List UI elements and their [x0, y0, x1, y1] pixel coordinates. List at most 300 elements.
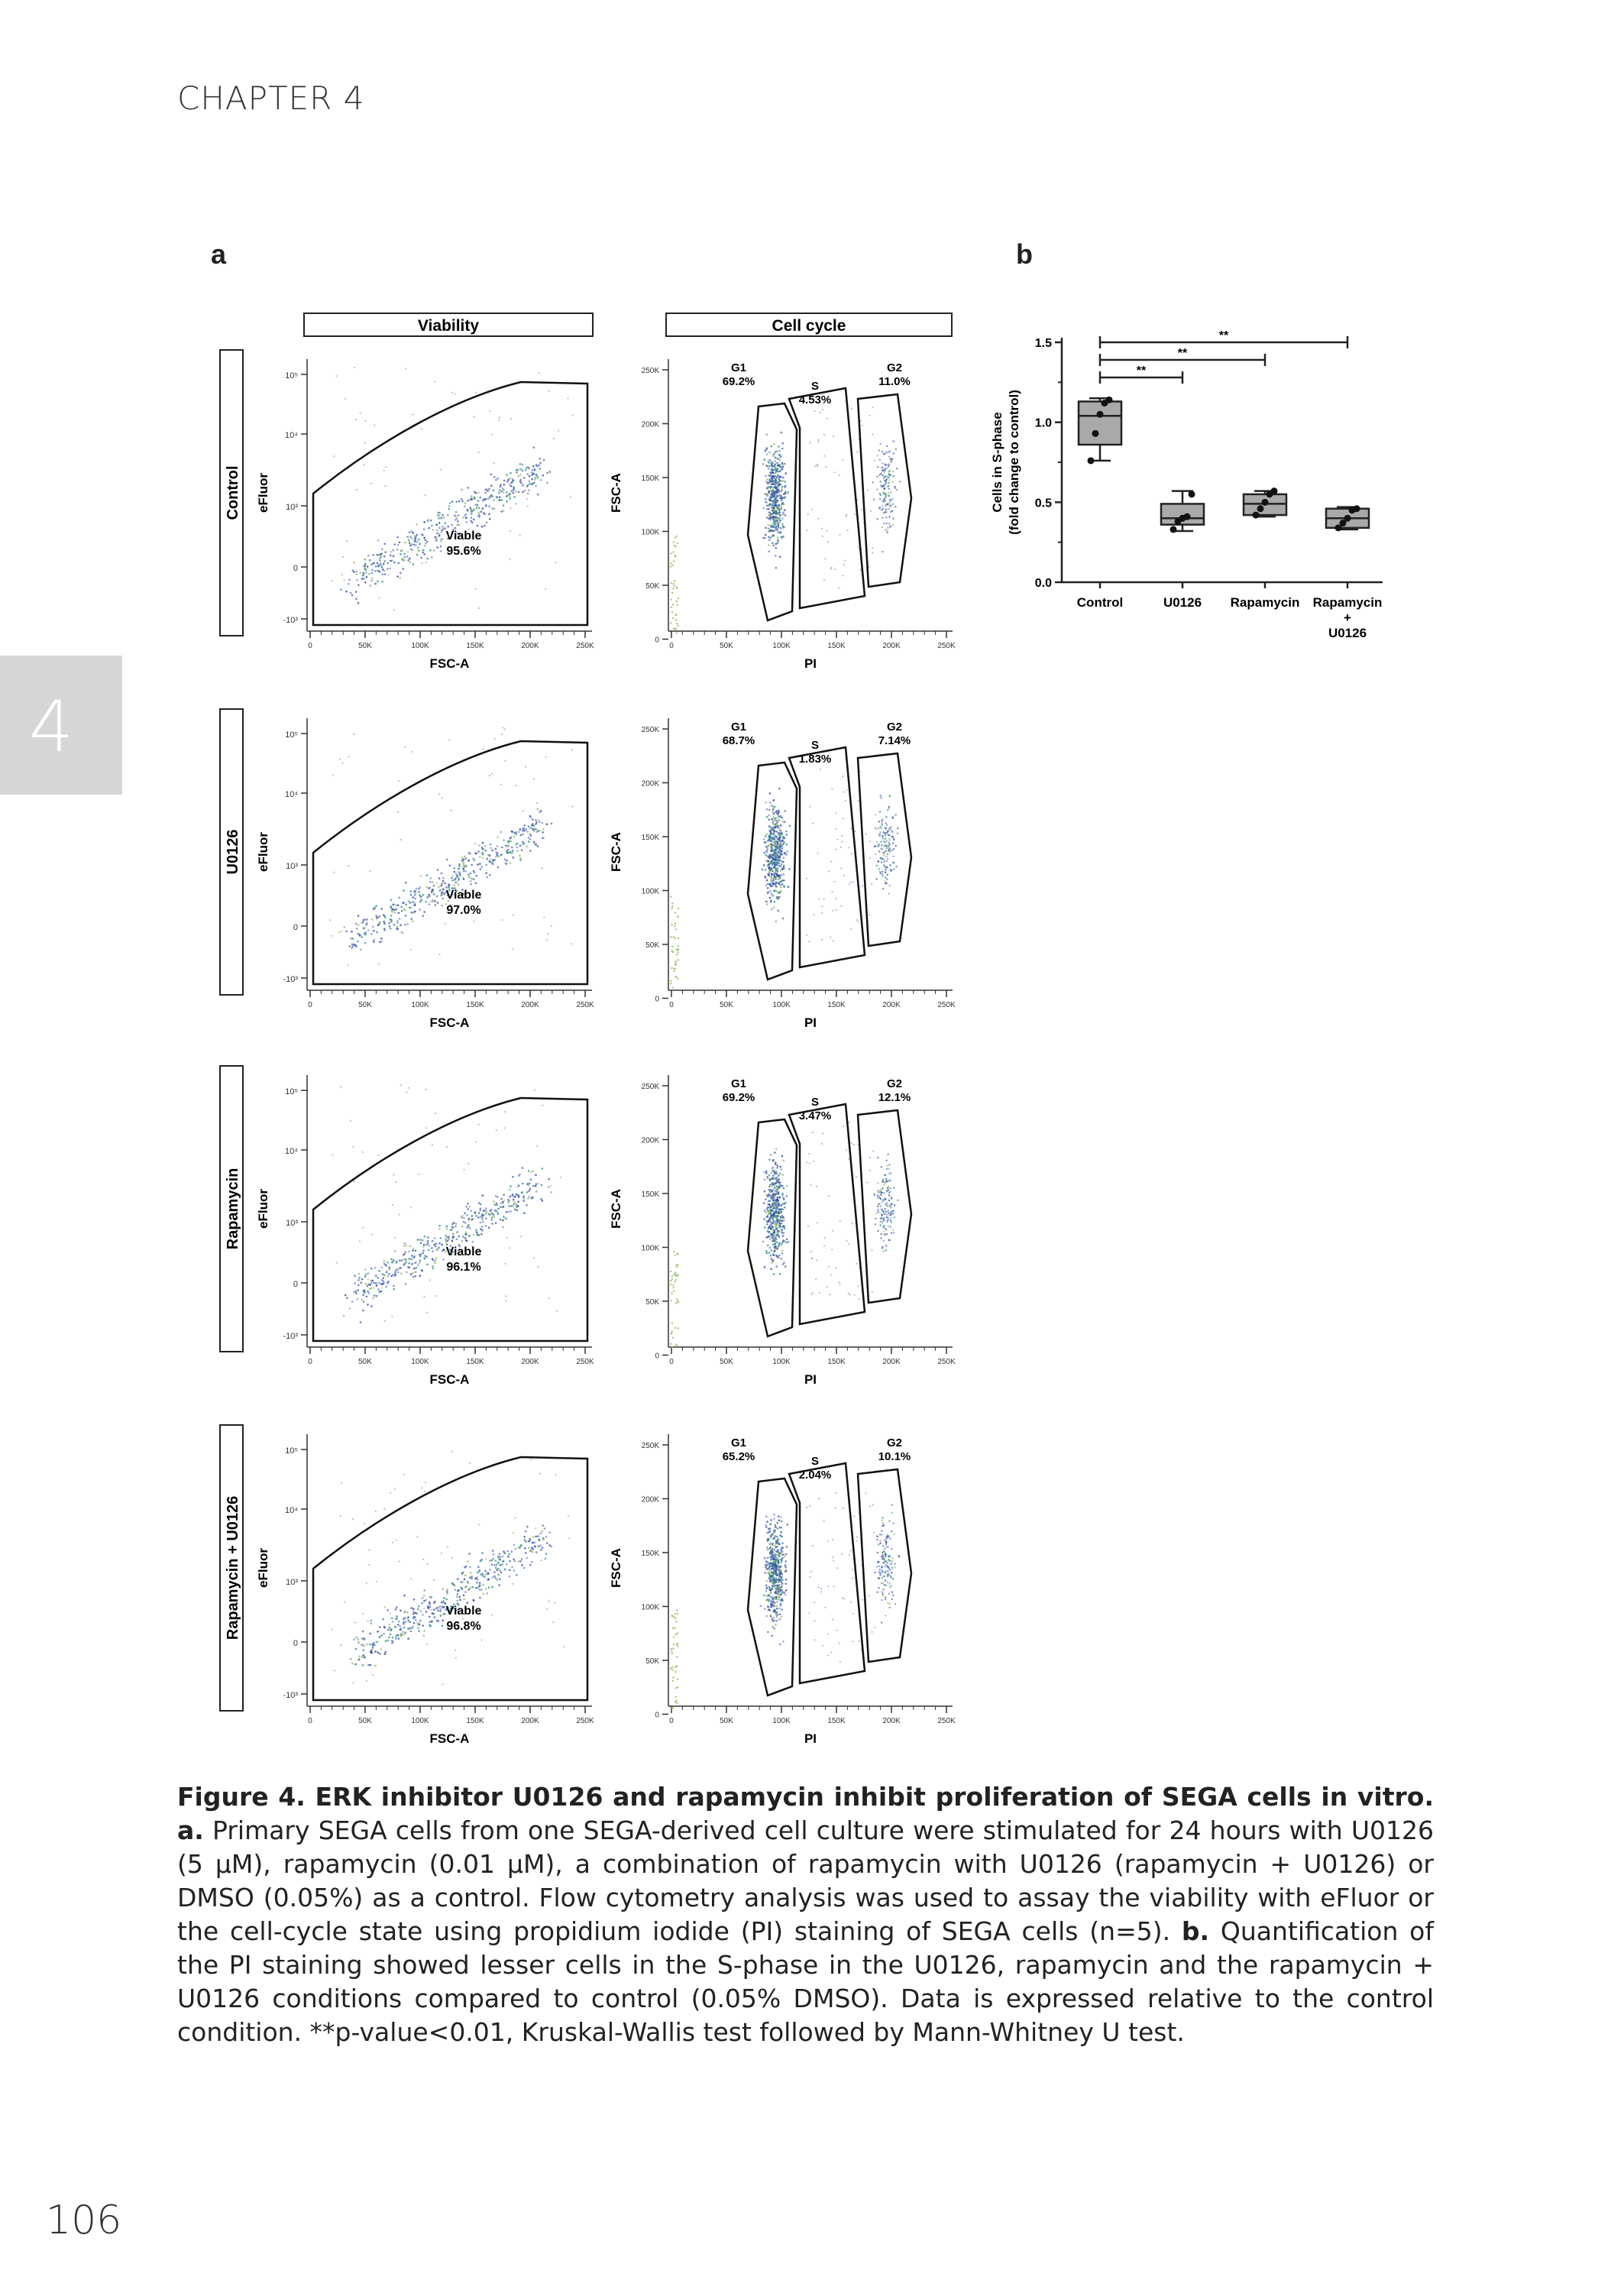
- viability-dot: [403, 1621, 405, 1624]
- viability-dot: [489, 1569, 491, 1571]
- cycle-dot-debris: [670, 599, 671, 601]
- cycle-dot-g2: [888, 1164, 890, 1165]
- viability-sparse-dot: [556, 1310, 558, 1312]
- cycle-dot-g1: [768, 551, 771, 553]
- cycle-x-tick-label: 200K: [882, 1717, 901, 1725]
- viability-sparse-dot: [435, 1295, 436, 1297]
- viability-dot: [529, 1179, 532, 1181]
- cycle-dot-g1: [788, 868, 791, 870]
- cycle-dot-g1: [777, 458, 779, 460]
- viability-dot: [379, 1636, 381, 1638]
- viability-dot: [350, 592, 352, 594]
- cycle-dot-g1: [781, 883, 784, 886]
- viability-dot: [523, 477, 526, 479]
- cycle-dot-g2: [884, 475, 885, 477]
- cycle-dot-debris: [673, 1251, 675, 1252]
- viability-sparse-dot: [407, 551, 409, 552]
- viability-dot: [358, 1273, 361, 1275]
- viability-dot: [415, 1261, 417, 1264]
- viability-dot: [351, 938, 354, 940]
- viability-dot: [364, 1268, 367, 1271]
- viability-dot: [432, 889, 434, 891]
- viability-dot: [492, 860, 494, 863]
- viability-dot: [412, 920, 414, 922]
- cycle-dot-g1: [771, 1172, 773, 1174]
- viability-x-tick-label: 50K: [358, 642, 372, 650]
- viability-dot: [366, 918, 368, 921]
- cycle-dot-g1: [779, 1181, 781, 1184]
- cycle-dot-g1: [765, 481, 768, 483]
- viability-dot: [502, 1556, 504, 1558]
- viability-dot: [484, 1210, 487, 1212]
- cycle-dot-g2: [891, 1203, 892, 1205]
- viability-dot: [461, 1572, 464, 1575]
- cycle-dot-g2: [883, 484, 885, 486]
- cycle-dot-g1: [775, 1226, 777, 1228]
- cycle-dot-g1: [775, 878, 777, 880]
- viability-dot: [348, 945, 351, 947]
- viability-dot: [435, 523, 438, 526]
- viability-dot: [362, 1310, 364, 1312]
- viability-dot: [378, 922, 380, 925]
- cycle-dot-g1: [775, 499, 778, 501]
- viability-dot: [529, 1564, 532, 1566]
- viability-dot: [493, 490, 495, 492]
- viability-dot: [419, 549, 421, 552]
- viability-sparse-dot: [356, 489, 357, 491]
- viability-dot: [535, 824, 537, 826]
- viability-sparse-dot: [548, 1600, 549, 1602]
- cycle-dot-g2: [882, 505, 883, 507]
- viability-dot: [388, 1637, 390, 1639]
- viability-dot: [506, 500, 508, 503]
- viability-dot: [438, 527, 441, 530]
- cycle-dot-g1: [769, 1224, 772, 1226]
- cycle-dot-s: [834, 471, 836, 473]
- viability-sparse-dot: [362, 1226, 364, 1228]
- viability-sparse-dot: [430, 1609, 432, 1611]
- viability-sparse-dot: [425, 1127, 427, 1129]
- viability-dot: [529, 1538, 532, 1540]
- viability-dot: [423, 1600, 425, 1602]
- viability-dot: [485, 1588, 487, 1590]
- cycle-dot-g1: [772, 1159, 775, 1161]
- viability-dot: [406, 1271, 408, 1274]
- viability-dot: [419, 543, 421, 546]
- viability-dot: [384, 573, 387, 575]
- viability-x-label: FSC-A: [429, 1731, 470, 1746]
- viability-dot: [400, 1629, 402, 1631]
- flow-row-1: [220, 709, 956, 1030]
- cycle-dot-g1: [781, 486, 784, 488]
- cycle-dot-g1: [788, 1241, 790, 1243]
- viability-dot: [372, 925, 374, 928]
- cycle-dot-g2: [878, 1191, 879, 1193]
- cycle-dot-g1: [776, 882, 778, 884]
- cycle-dot-s: [872, 434, 873, 436]
- cycle-dot-g1: [777, 536, 779, 539]
- cycle-dot-g1: [781, 1155, 784, 1158]
- cycle-dot-debris: [675, 912, 676, 914]
- viability-dot: [440, 517, 442, 520]
- viability-dot: [470, 520, 472, 523]
- cycle-dot-g1: [776, 821, 778, 824]
- cycle-dot-g1: [775, 1228, 778, 1230]
- viability-dot: [375, 915, 377, 917]
- cycle-dot-g1: [766, 848, 768, 850]
- cycle-dot-g1: [781, 1194, 784, 1197]
- viability-dot: [376, 1295, 378, 1297]
- viability-sparse-dot: [534, 1089, 535, 1090]
- cycle-dot-g1: [770, 850, 772, 853]
- cycle-dot-s: [806, 878, 807, 879]
- viability-sparse-dot: [506, 1237, 508, 1239]
- viability-sparse-dot: [425, 562, 427, 563]
- cycle-dot-g1: [765, 1198, 767, 1200]
- cycle-dot-g1: [777, 898, 779, 900]
- viability-sparse-dot: [364, 1523, 365, 1524]
- cycle-dot-g2: [893, 1187, 894, 1189]
- viability-sparse-dot: [402, 932, 403, 934]
- cycle-dot-s: [832, 1230, 833, 1232]
- cycle-dot-g1: [780, 1561, 782, 1563]
- cycle-dot-g1: [767, 1540, 769, 1542]
- viability-dot: [416, 541, 419, 543]
- cycle-dot-g1: [770, 525, 772, 527]
- viability-dot: [499, 1553, 501, 1556]
- viability-dot: [374, 1651, 377, 1653]
- cycle-dot-g1: [773, 1517, 775, 1520]
- cycle-dot-g1: [774, 503, 776, 505]
- viability-sparse-dot: [340, 1515, 341, 1517]
- cycle-dot-s: [851, 853, 852, 854]
- viability-sparse-dot: [353, 1682, 354, 1683]
- viability-dot: [441, 1602, 443, 1604]
- cycle-dot-debris: [673, 1291, 675, 1292]
- viability-dot: [447, 1240, 449, 1242]
- cycle-dot-g1: [768, 1569, 771, 1572]
- viability-dot: [387, 1609, 390, 1611]
- viability-dot: [366, 576, 368, 578]
- cycle-dot-g1: [772, 510, 774, 512]
- viability-dot: [400, 1272, 403, 1274]
- viability-dot: [510, 497, 512, 500]
- cycle-dot-g1: [768, 1598, 771, 1601]
- cycle-dot-g1: [779, 1166, 781, 1168]
- viability-dot: [402, 902, 404, 904]
- viability-dot: [413, 1622, 416, 1624]
- viability-dot: [390, 906, 392, 908]
- cycle-dot-g1: [775, 1255, 778, 1257]
- cycle-dot-g1: [768, 517, 771, 519]
- viability-sparse-dot: [334, 1670, 335, 1671]
- viability-sparse-dot: [434, 381, 435, 383]
- cycle-dot-g2: [889, 1205, 891, 1206]
- cycle-dot-g1: [772, 526, 775, 528]
- viability-y-tick-label: 10³: [286, 1578, 298, 1587]
- cycle-dot-g2: [885, 481, 886, 483]
- cycle-dot-s: [850, 928, 852, 930]
- viability-dot: [356, 571, 358, 573]
- viability-dot: [396, 1606, 398, 1608]
- viability-dot: [420, 1610, 422, 1612]
- viability-x-tick-label: 150K: [466, 1358, 484, 1366]
- viability-dot: [541, 1168, 543, 1170]
- viability-dot: [471, 495, 473, 497]
- viability-dot: [363, 919, 365, 921]
- viability-dot: [396, 575, 399, 578]
- cycle-dot-g1: [766, 493, 768, 495]
- cycle-dot-g2: [894, 1216, 895, 1218]
- viability-dot: [373, 939, 375, 941]
- viability-dot: [352, 569, 354, 572]
- cycle-dot-g1: [767, 1236, 769, 1238]
- cycle-dot-debris: [675, 928, 677, 930]
- cycle-dot-g1: [774, 1195, 776, 1197]
- viability-dot: [542, 1546, 544, 1549]
- cycle-dot-g2: [879, 826, 881, 827]
- g2-gate-pct: 12.1%: [878, 1091, 911, 1104]
- viability-dot: [459, 1599, 461, 1602]
- cycle-y-tick-label: 0: [655, 636, 659, 645]
- viability-sparse-dot: [504, 1127, 506, 1129]
- viability-dot: [354, 1274, 356, 1277]
- viability-dot: [498, 1584, 500, 1586]
- cycle-dot-g2: [888, 847, 890, 849]
- viability-sparse-dot: [451, 392, 453, 394]
- cycle-dot-s: [823, 1245, 825, 1247]
- cycle-dot-g1: [781, 448, 784, 450]
- viability-dot: [528, 1170, 530, 1172]
- viability-dot: [433, 1244, 435, 1246]
- viability-dot: [528, 1190, 530, 1192]
- cycle-dot-debris: [671, 946, 673, 947]
- viability-dot: [394, 543, 396, 546]
- viability-dot: [531, 1561, 533, 1563]
- cycle-dot-debris: [677, 948, 678, 950]
- cycle-dot-debris: [672, 1284, 674, 1286]
- viability-sparse-dot: [452, 875, 454, 876]
- cycle-dot-g1: [772, 864, 774, 866]
- viability-sparse-dot: [500, 784, 502, 785]
- viability-dot: [514, 1548, 516, 1550]
- viability-sparse-dot: [368, 1564, 370, 1566]
- viability-dot: [480, 1222, 482, 1224]
- viability-dot: [423, 1634, 425, 1637]
- cycle-dot-debris: [678, 598, 679, 599]
- viability-dot: [379, 559, 381, 562]
- viability-dot: [438, 886, 440, 889]
- cycle-dot-s: [842, 575, 843, 576]
- cycle-dot-g1: [775, 1223, 778, 1226]
- cycle-dot-g1: [776, 1579, 778, 1582]
- viability-dot: [385, 1265, 387, 1267]
- cycle-dot-g1: [772, 816, 775, 818]
- cycle-dot-g1: [763, 852, 765, 854]
- viability-dot: [403, 1254, 405, 1256]
- cycle-dot-s: [817, 853, 818, 854]
- cycle-dot-g1: [767, 1245, 769, 1247]
- viability-dot: [384, 1651, 387, 1653]
- viability-dot: [524, 490, 526, 492]
- viability-dot: [497, 866, 500, 869]
- viability-dot: [443, 1597, 445, 1599]
- viability-sparse-dot: [503, 1200, 505, 1201]
- viability-sparse-dot: [420, 876, 422, 877]
- cycle-dot-g2: [893, 848, 894, 850]
- viability-dot: [422, 1270, 424, 1272]
- viability-dot: [421, 1602, 423, 1605]
- viability-dot: [479, 1597, 481, 1599]
- viability-dot: [506, 1550, 509, 1553]
- cycle-dot-g1: [775, 494, 778, 496]
- cycle-dot-s: [832, 910, 833, 912]
- viability-dot: [495, 1559, 497, 1562]
- cycle-dot-debris: [673, 967, 675, 969]
- viability-dot: [414, 898, 416, 900]
- viability-dot: [479, 863, 481, 865]
- viability-dot: [382, 568, 384, 571]
- cycle-dot-g1: [770, 833, 772, 835]
- viability-dot: [459, 873, 461, 876]
- viability-dot: [480, 1233, 483, 1236]
- viability-dot: [419, 901, 422, 903]
- viability-dot: [454, 1589, 456, 1591]
- viability-x-tick-label: 250K: [576, 642, 594, 650]
- viability-dot: [353, 562, 355, 564]
- viability-dot: [532, 1185, 535, 1187]
- viability-y-label: eFluor: [256, 473, 270, 513]
- viability-dot: [417, 547, 419, 549]
- cycle-dot-g1: [774, 1535, 776, 1537]
- cycle-dot-g2: [885, 495, 886, 497]
- viability-dot: [516, 844, 518, 846]
- cycle-dot-g1: [768, 1211, 770, 1213]
- viability-dots: [332, 1451, 570, 1686]
- viability-y-tick-label: 0: [293, 1280, 298, 1289]
- cycle-dot-g1: [776, 831, 778, 833]
- cycle-dot-g1: [776, 1586, 778, 1589]
- viability-sparse-dot: [441, 1553, 442, 1554]
- cycle-dot-g1: [773, 1197, 775, 1199]
- cycle-dot-g2: [888, 502, 890, 504]
- cycle-dot-g1: [772, 811, 774, 813]
- viability-dot: [414, 1616, 416, 1618]
- viability-sparse-dot: [393, 1174, 394, 1176]
- viability-dot: [513, 1544, 516, 1546]
- viability-dot: [502, 1560, 504, 1563]
- viability-dot: [422, 1239, 424, 1242]
- viability-dot: [364, 581, 367, 584]
- cycle-dot-g1: [770, 1600, 772, 1602]
- viability-dot: [474, 860, 476, 862]
- cycle-dot-debris: [675, 1303, 677, 1304]
- viability-dot: [438, 535, 441, 537]
- cycle-dot-g2: [878, 850, 879, 851]
- viability-dot: [371, 918, 374, 921]
- cycle-dot-g2: [881, 797, 882, 798]
- viability-dot: [412, 563, 415, 565]
- viability-sparse-dot: [393, 610, 395, 611]
- cycle-dot-debris: [670, 622, 671, 623]
- viability-dot: [406, 536, 409, 538]
- viability-dot: [442, 526, 444, 528]
- viability-dot: [442, 898, 444, 900]
- viability-dot: [466, 1602, 468, 1605]
- viability-dot: [447, 526, 449, 528]
- viability-dot: [505, 845, 507, 847]
- cycle-dot-g1: [778, 1543, 781, 1545]
- cycle-dot-g2: [878, 868, 879, 870]
- cycle-dot-g2: [888, 479, 890, 481]
- cycle-dot-debris: [671, 905, 673, 907]
- viability-dot: [440, 550, 442, 552]
- viability-dot: [512, 850, 514, 852]
- viability-dot: [379, 571, 381, 573]
- cycle-dot-g2: [877, 1197, 878, 1199]
- cycle-x-label: PI: [804, 1015, 817, 1030]
- cycle-dot-g1: [768, 1193, 770, 1196]
- viability-dot: [461, 498, 463, 500]
- viability-dot: [493, 507, 496, 510]
- cycle-dot-s: [806, 934, 807, 936]
- cycle-dot-debris: [675, 619, 677, 620]
- cycle-dot-debris: [671, 611, 673, 613]
- viability-dot: [429, 1606, 432, 1608]
- viability-dot: [484, 1570, 487, 1572]
- viability-dot: [383, 1260, 386, 1262]
- cycle-dot-s: [809, 806, 810, 808]
- viability-dot: [407, 1627, 409, 1630]
- cycle-dot-g2: [885, 475, 887, 477]
- viability-dot: [506, 1211, 508, 1213]
- viability-y-label: eFluor: [256, 832, 270, 872]
- viability-dot: [511, 852, 513, 854]
- cycle-dot-g2: [881, 1233, 882, 1235]
- viability-dot: [409, 907, 411, 909]
- viability-dot: [354, 1282, 356, 1284]
- cycle-dot-g1: [773, 499, 775, 501]
- cycle-dot-s: [843, 1125, 844, 1127]
- viability-dot: [532, 1536, 535, 1538]
- viability-dot: [373, 1642, 375, 1644]
- cycle-dot-g2: [890, 474, 891, 475]
- viability-dot: [451, 524, 453, 526]
- cycle-dot-g2: [895, 814, 897, 815]
- viability-dot: [403, 1627, 406, 1629]
- viability-dot: [454, 871, 456, 873]
- cycle-dot-s: [807, 513, 809, 515]
- cycle-dot-g1: [783, 497, 785, 499]
- viability-dot: [484, 1213, 487, 1215]
- viability-dot: [380, 1634, 383, 1637]
- viability-dot: [355, 944, 357, 947]
- viability-dot: [426, 886, 429, 889]
- viability-dot: [520, 834, 522, 837]
- viable-gate-label: Viable: [445, 1605, 482, 1618]
- viability-dot: [450, 1229, 452, 1231]
- cycle-dot-g2: [893, 838, 894, 840]
- cycle-dot-g2: [888, 893, 890, 895]
- cycle-dot-g1: [772, 1557, 775, 1559]
- cycle-dot-g1: [779, 884, 781, 886]
- s-gate-pct: 4.53%: [798, 394, 832, 406]
- cycle-dot-g1: [777, 1197, 779, 1199]
- cycle-dot-g1: [768, 1186, 771, 1188]
- cycle-dot-g1: [775, 512, 778, 514]
- cycle-dot-g1: [767, 1557, 769, 1559]
- cycle-dot-debris: [675, 628, 677, 630]
